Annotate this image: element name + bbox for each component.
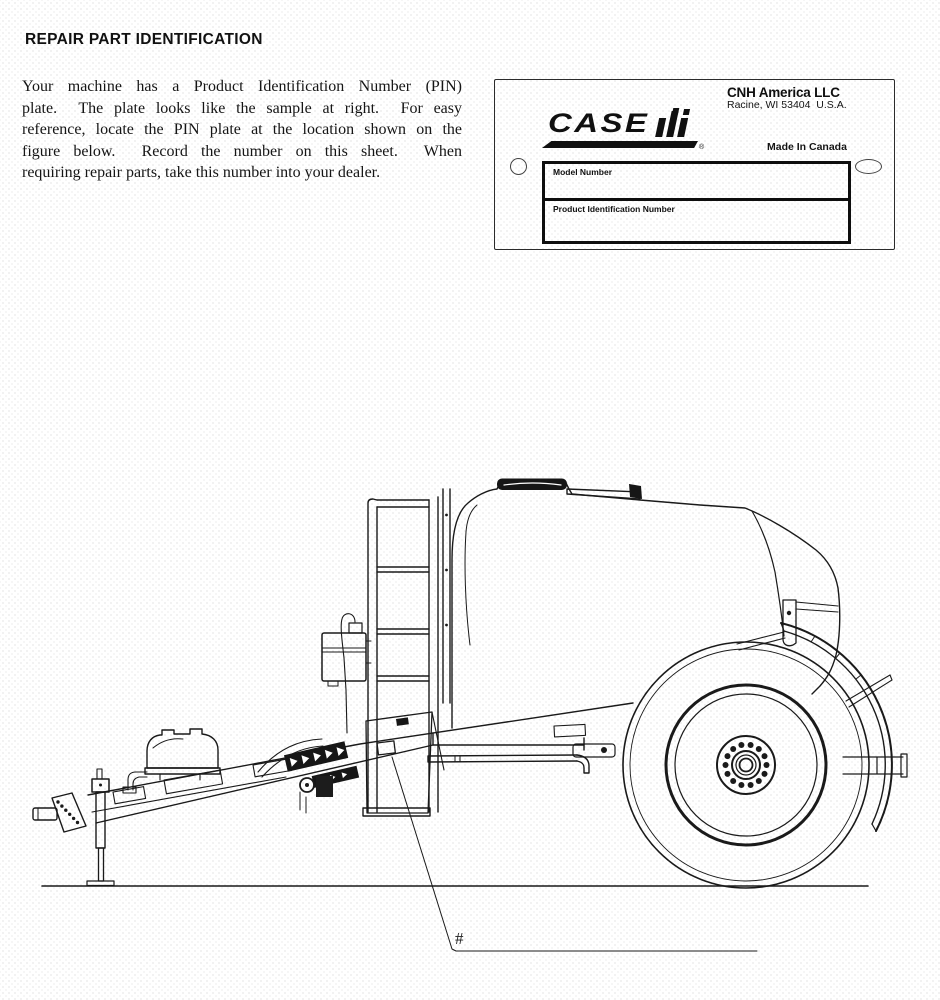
hitch-clevis bbox=[33, 793, 86, 832]
paragraph-line: Your machine has a Product Identification Number (PIN) bbox=[22, 78, 462, 95]
tank bbox=[452, 479, 840, 729]
ladder bbox=[363, 489, 450, 816]
ih-mark bbox=[655, 108, 698, 139]
pin-plate-sample bbox=[494, 79, 895, 250]
model-number-label: Model Number bbox=[553, 167, 613, 177]
plate-company: CNH America LLC bbox=[727, 85, 840, 100]
pin-plate-location-panel bbox=[366, 712, 432, 813]
rear-frame-bar bbox=[843, 754, 907, 777]
model-number-row bbox=[545, 164, 848, 201]
plate-field-box bbox=[542, 161, 851, 244]
intro-paragraph bbox=[22, 76, 462, 184]
paragraph-line: reference, locate the PIN plate at the location shown on the bbox=[22, 121, 462, 139]
tire bbox=[623, 642, 869, 888]
paragraph-line: requiring repair parts, take this number into your dealer. bbox=[22, 164, 381, 182]
pin-number-label: Product Identification Number bbox=[553, 204, 675, 214]
logo-underline-bar bbox=[542, 141, 698, 148]
case-logo-text: CASE bbox=[548, 108, 650, 138]
fender-brace-bar bbox=[846, 675, 892, 707]
paragraph-line: figure below. Record the number on this sheet. When bbox=[22, 142, 462, 160]
rim bbox=[666, 685, 826, 845]
valve-assembly bbox=[300, 776, 333, 813]
pin-plate-location bbox=[377, 741, 395, 755]
frame-tongue bbox=[88, 703, 633, 823]
hub-bolts bbox=[723, 742, 770, 788]
pin-number-row bbox=[545, 201, 848, 241]
jack-stand bbox=[87, 769, 114, 886]
fender bbox=[737, 600, 892, 831]
pin-leader-line bbox=[392, 757, 757, 951]
plate-address: Racine, WI 53404 U.S.A. bbox=[727, 99, 847, 111]
sprayer-figure bbox=[0, 440, 940, 980]
plate-made-in: Made In Canada bbox=[767, 141, 847, 153]
plate-mounting-hole-left bbox=[510, 158, 527, 175]
pin-location-marker: # bbox=[455, 929, 464, 948]
pump-assembly bbox=[123, 729, 220, 793]
page-title: REPAIR PART IDENTIFICATION bbox=[25, 31, 263, 48]
paragraph-line: plate. The plate looks like the sample at right. For easy bbox=[22, 99, 462, 117]
case-ih-logo bbox=[542, 106, 705, 154]
container-box bbox=[322, 614, 371, 733]
plate-mounting-hole-right bbox=[855, 159, 882, 174]
tank-top-rail bbox=[567, 484, 642, 499]
registered-trademark-symbol: ® bbox=[699, 144, 705, 151]
wheel bbox=[623, 642, 869, 888]
